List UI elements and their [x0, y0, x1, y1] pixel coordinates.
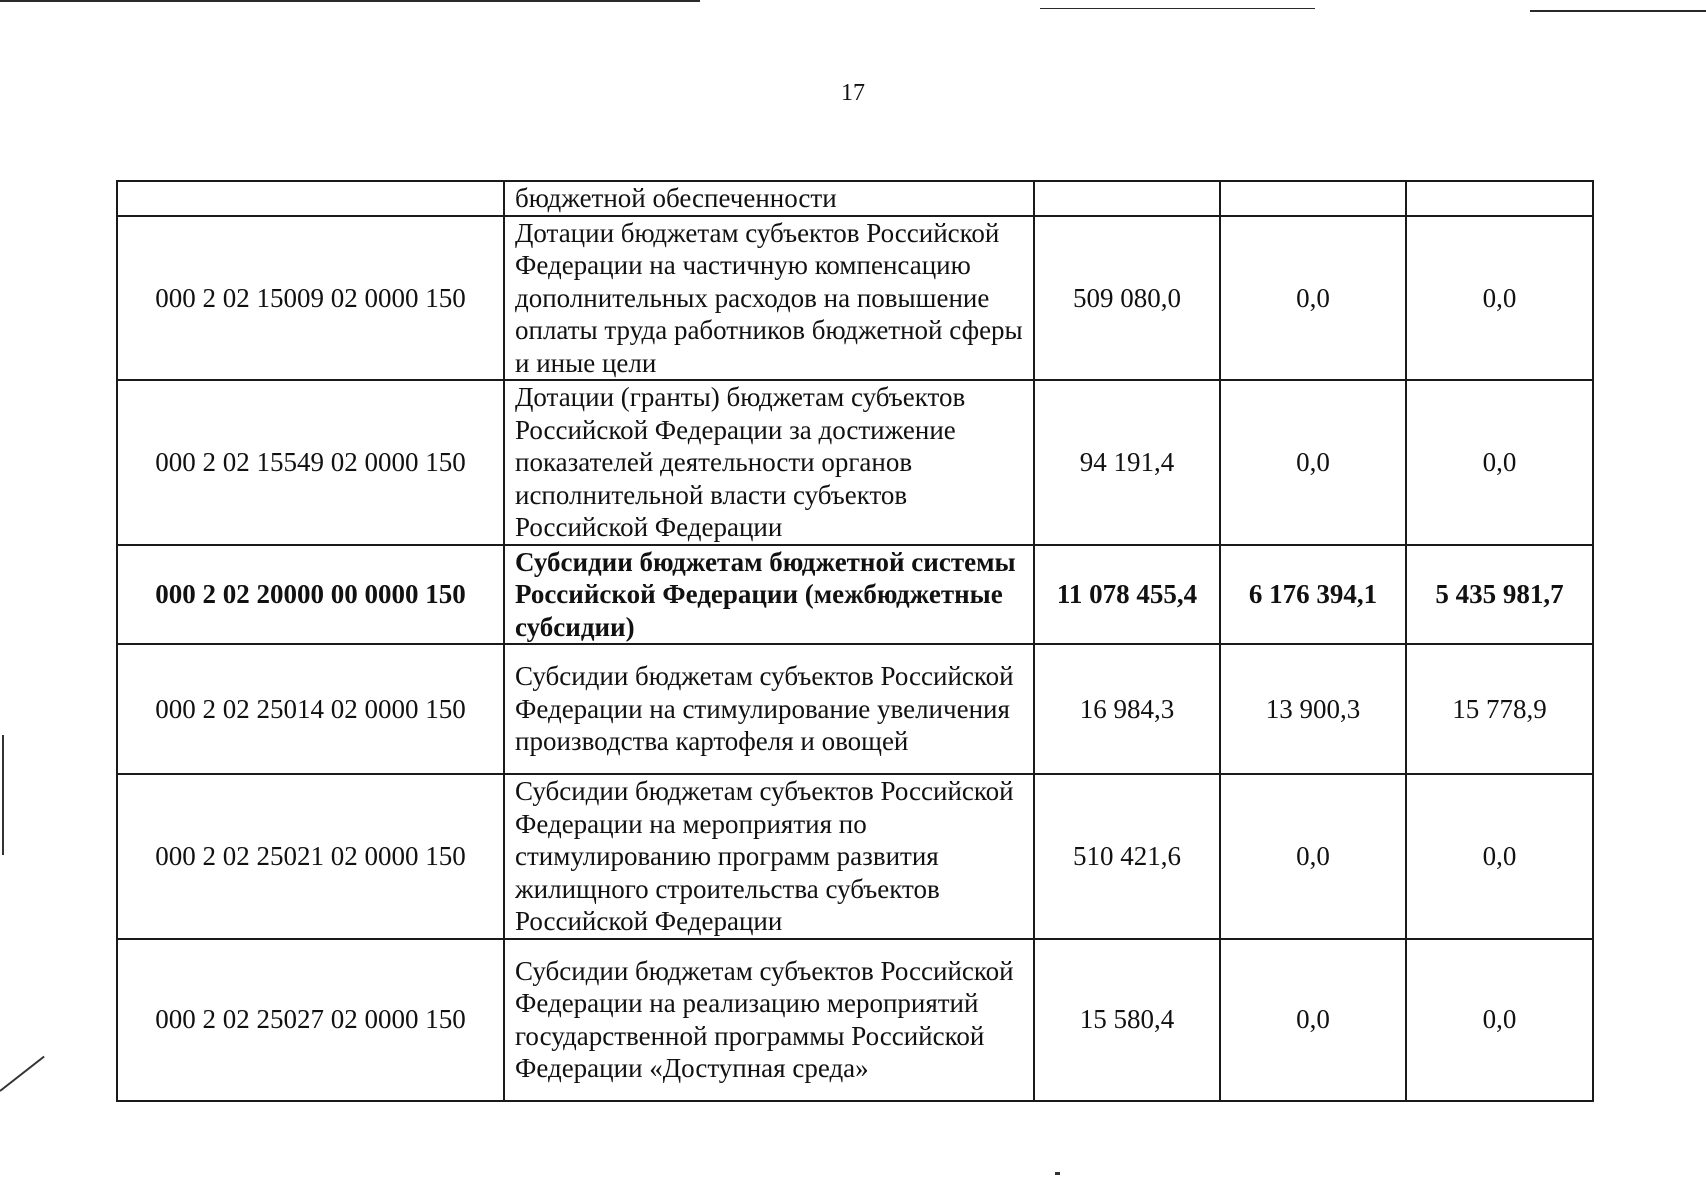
- amount-cell-1: 94 191,4: [1034, 380, 1220, 545]
- table-row: [117, 644, 1593, 774]
- budget-code-cell: 000 2 02 25014 02 0000 150: [117, 644, 504, 774]
- amount-cell-1: 510 421,6: [1034, 774, 1220, 939]
- amount-cell-1: 16 984,3: [1034, 644, 1220, 774]
- revenue-name-cell: бюджетной обеспеченности: [504, 181, 1034, 216]
- scan-artifact-top-line-mid: [1040, 8, 1315, 9]
- budget-code-cell: [117, 181, 504, 216]
- amount-cell-2: 0,0: [1220, 939, 1406, 1101]
- amount-cell-1: 509 080,0: [1034, 216, 1220, 381]
- table-row: [117, 939, 1593, 1101]
- revenue-name-cell: Субсидии бюджетам субъектов Российской Федерации на мероприятия по стимулированию программ развития жилищного строительства субъектов Российской Федерации: [504, 774, 1034, 939]
- table-row: [117, 216, 1593, 381]
- amount-cell-3: 15 778,9: [1406, 644, 1593, 774]
- amount-cell-2: 0,0: [1220, 774, 1406, 939]
- amount-cell-1: 11 078 455,4: [1034, 545, 1220, 645]
- budget-code-cell: 000 2 02 25021 02 0000 150: [117, 774, 504, 939]
- amount-cell-3: 0,0: [1406, 216, 1593, 381]
- scan-artifact-corner-stroke: [0, 1056, 45, 1092]
- revenue-name-cell: Субсидии бюджетам субъектов Российской Федерации на реализацию мероприятий государственной программы Российской Федерации «Доступная среда»: [504, 939, 1034, 1101]
- budget-code-cell: 000 2 02 15009 02 0000 150: [117, 216, 504, 381]
- scan-artifact-top-line-right: [1530, 10, 1706, 12]
- amount-cell-2: 6 176 394,1: [1220, 545, 1406, 645]
- revenue-name-cell: Дотации бюджетам субъектов Российской Федерации на частичную компенсацию дополнительных расходов на повышение оплаты труда работников бюджетной сферы и иные цели: [504, 216, 1034, 381]
- budget-code-cell: 000 2 02 25027 02 0000 150: [117, 939, 504, 1101]
- amount-cell-2: 0,0: [1220, 216, 1406, 381]
- revenue-name-cell: Субсидии бюджетам субъектов Российской Федерации на стимулирование увеличения производства картофеля и овощей: [504, 644, 1034, 774]
- amount-cell-2: [1220, 181, 1406, 216]
- amount-cell-3: 0,0: [1406, 939, 1593, 1101]
- amount-cell-2: 0,0: [1220, 380, 1406, 545]
- table-row: [117, 380, 1593, 545]
- budget-revenue-table: [116, 180, 1594, 1102]
- amount-cell-3: 0,0: [1406, 774, 1593, 939]
- scan-artifact-top-line-left: [0, 0, 700, 2]
- scan-artifact-left-margin-line: [2, 735, 4, 855]
- amount-cell-2: 13 900,3: [1220, 644, 1406, 774]
- table-row: [117, 774, 1593, 939]
- table-row: [117, 545, 1593, 645]
- table-row: [117, 181, 1593, 216]
- table-body: [117, 181, 1593, 1101]
- revenue-name-cell: Дотации (гранты) бюджетам субъектов Российской Федерации за достижение показателей деятельности органов исполнительной власти субъектов Российской Федерации: [504, 380, 1034, 545]
- budget-code-cell: 000 2 02 15549 02 0000 150: [117, 380, 504, 545]
- amount-cell-1: [1034, 181, 1220, 216]
- amount-cell-3: [1406, 181, 1593, 216]
- amount-cell-1: 15 580,4: [1034, 939, 1220, 1101]
- budget-code-cell: 000 2 02 20000 00 0000 150: [117, 545, 504, 645]
- amount-cell-3: 0,0: [1406, 380, 1593, 545]
- amount-cell-3: 5 435 981,7: [1406, 545, 1593, 645]
- revenue-name-cell: Субсидии бюджетам бюджетной системы Российской Федерации (межбюджетные субсидии): [504, 545, 1034, 645]
- page-number: 17: [841, 80, 865, 106]
- scan-artifact-dot: [1055, 1172, 1060, 1175]
